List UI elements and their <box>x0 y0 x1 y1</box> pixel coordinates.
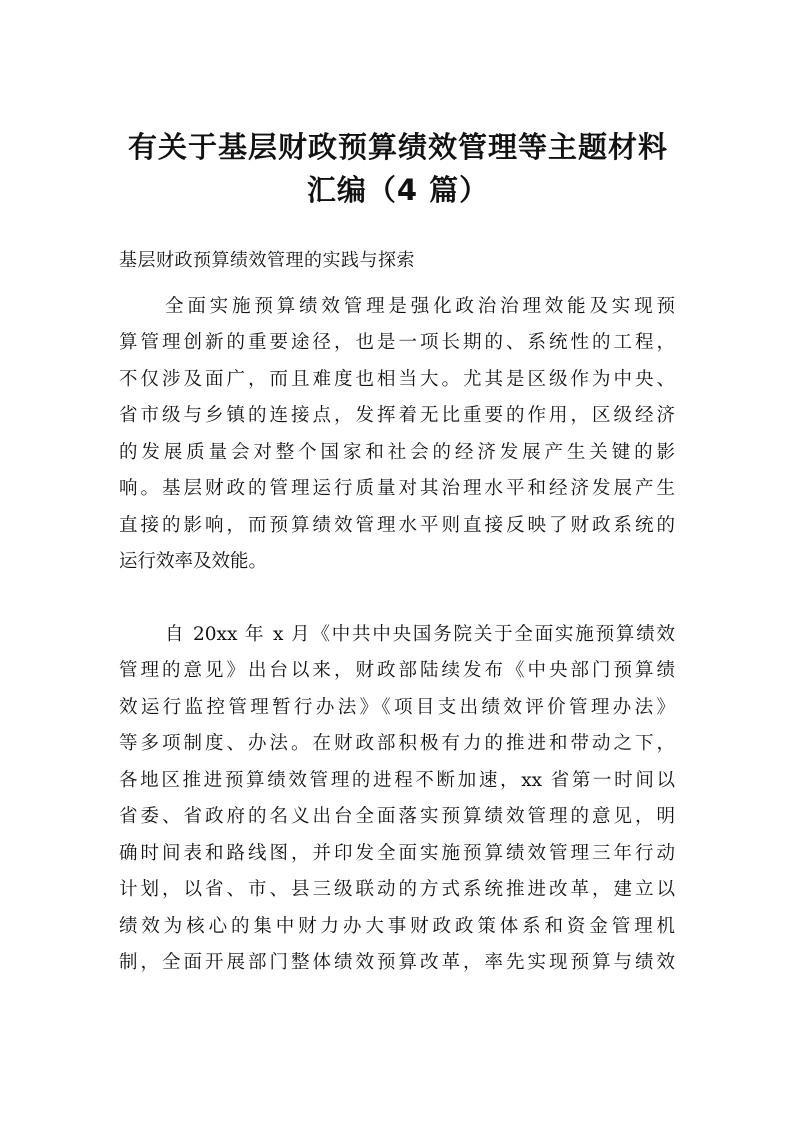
paragraph-line: 不仅涉及面广，而且难度也相当大。尤其是区级作为中央、 <box>119 369 675 390</box>
paragraph-line: 的发展质量会对整个国家和社会的经济发展产生关键的影 <box>119 442 675 463</box>
document-title-line-2: 汇编（4 篇） <box>306 173 490 207</box>
paragraph-line: 全面实施预算绩效管理是强化政治治理效能及实现预 <box>165 296 675 317</box>
paragraph-line: 制，全面开展部门整体绩效预算改革，率先实现预算与绩效 <box>119 952 675 973</box>
paragraph-line: 绩效为核心的集中财力办大事财政政策体系和资金管理机 <box>119 916 675 937</box>
paragraph-line: 算管理创新的重要途径，也是一项长期的、系统性的工程， <box>119 332 675 353</box>
paragraph-line: 省委、省政府的名义出台全面落实预算绩效管理的意见，明 <box>119 806 675 827</box>
paragraph-line: 自 20xx 年 x 月《中共中央国务院关于全面实施预算绩效 <box>165 624 675 645</box>
paragraph-line: 管理的意见》出台以来，财政部陆续发布《中央部门预算绩 <box>119 660 675 681</box>
paragraph-line: 等多项制度、办法。在财政部积极有力的推进和带动之下， <box>119 733 675 754</box>
paragraph-line: 省市级与乡镇的连接点，发挥着无比重要的作用，区级经济 <box>119 405 675 426</box>
paragraph-line: 响。基层财政的管理运行质量对其治理水平和经济发展产生 <box>119 478 675 499</box>
section-heading: 基层财政预算绩效管理的实践与探索 <box>119 250 415 271</box>
paragraph-line: 效运行监控管理暂行办法》《项目支出绩效评价管理办法》 <box>119 697 675 718</box>
paragraph-line: 计划，以省、市、县三级联动的方式系统推进改革，建立以 <box>119 879 675 900</box>
paragraph-line: 各地区推进预算绩效管理的进程不断加速，xx 省第一时间以 <box>119 770 675 791</box>
paragraph-line: 直接的影响，而预算绩效管理水平则直接反映了财政系统的 <box>119 515 675 536</box>
paragraph-line: 确时间表和路线图，并印发全面实施预算绩效管理三年行动 <box>119 843 675 864</box>
paragraph-line: 运行效率及效能。 <box>119 551 268 572</box>
document-title-line-1: 有关于基层财政预算绩效管理等主题材料 <box>127 130 668 164</box>
